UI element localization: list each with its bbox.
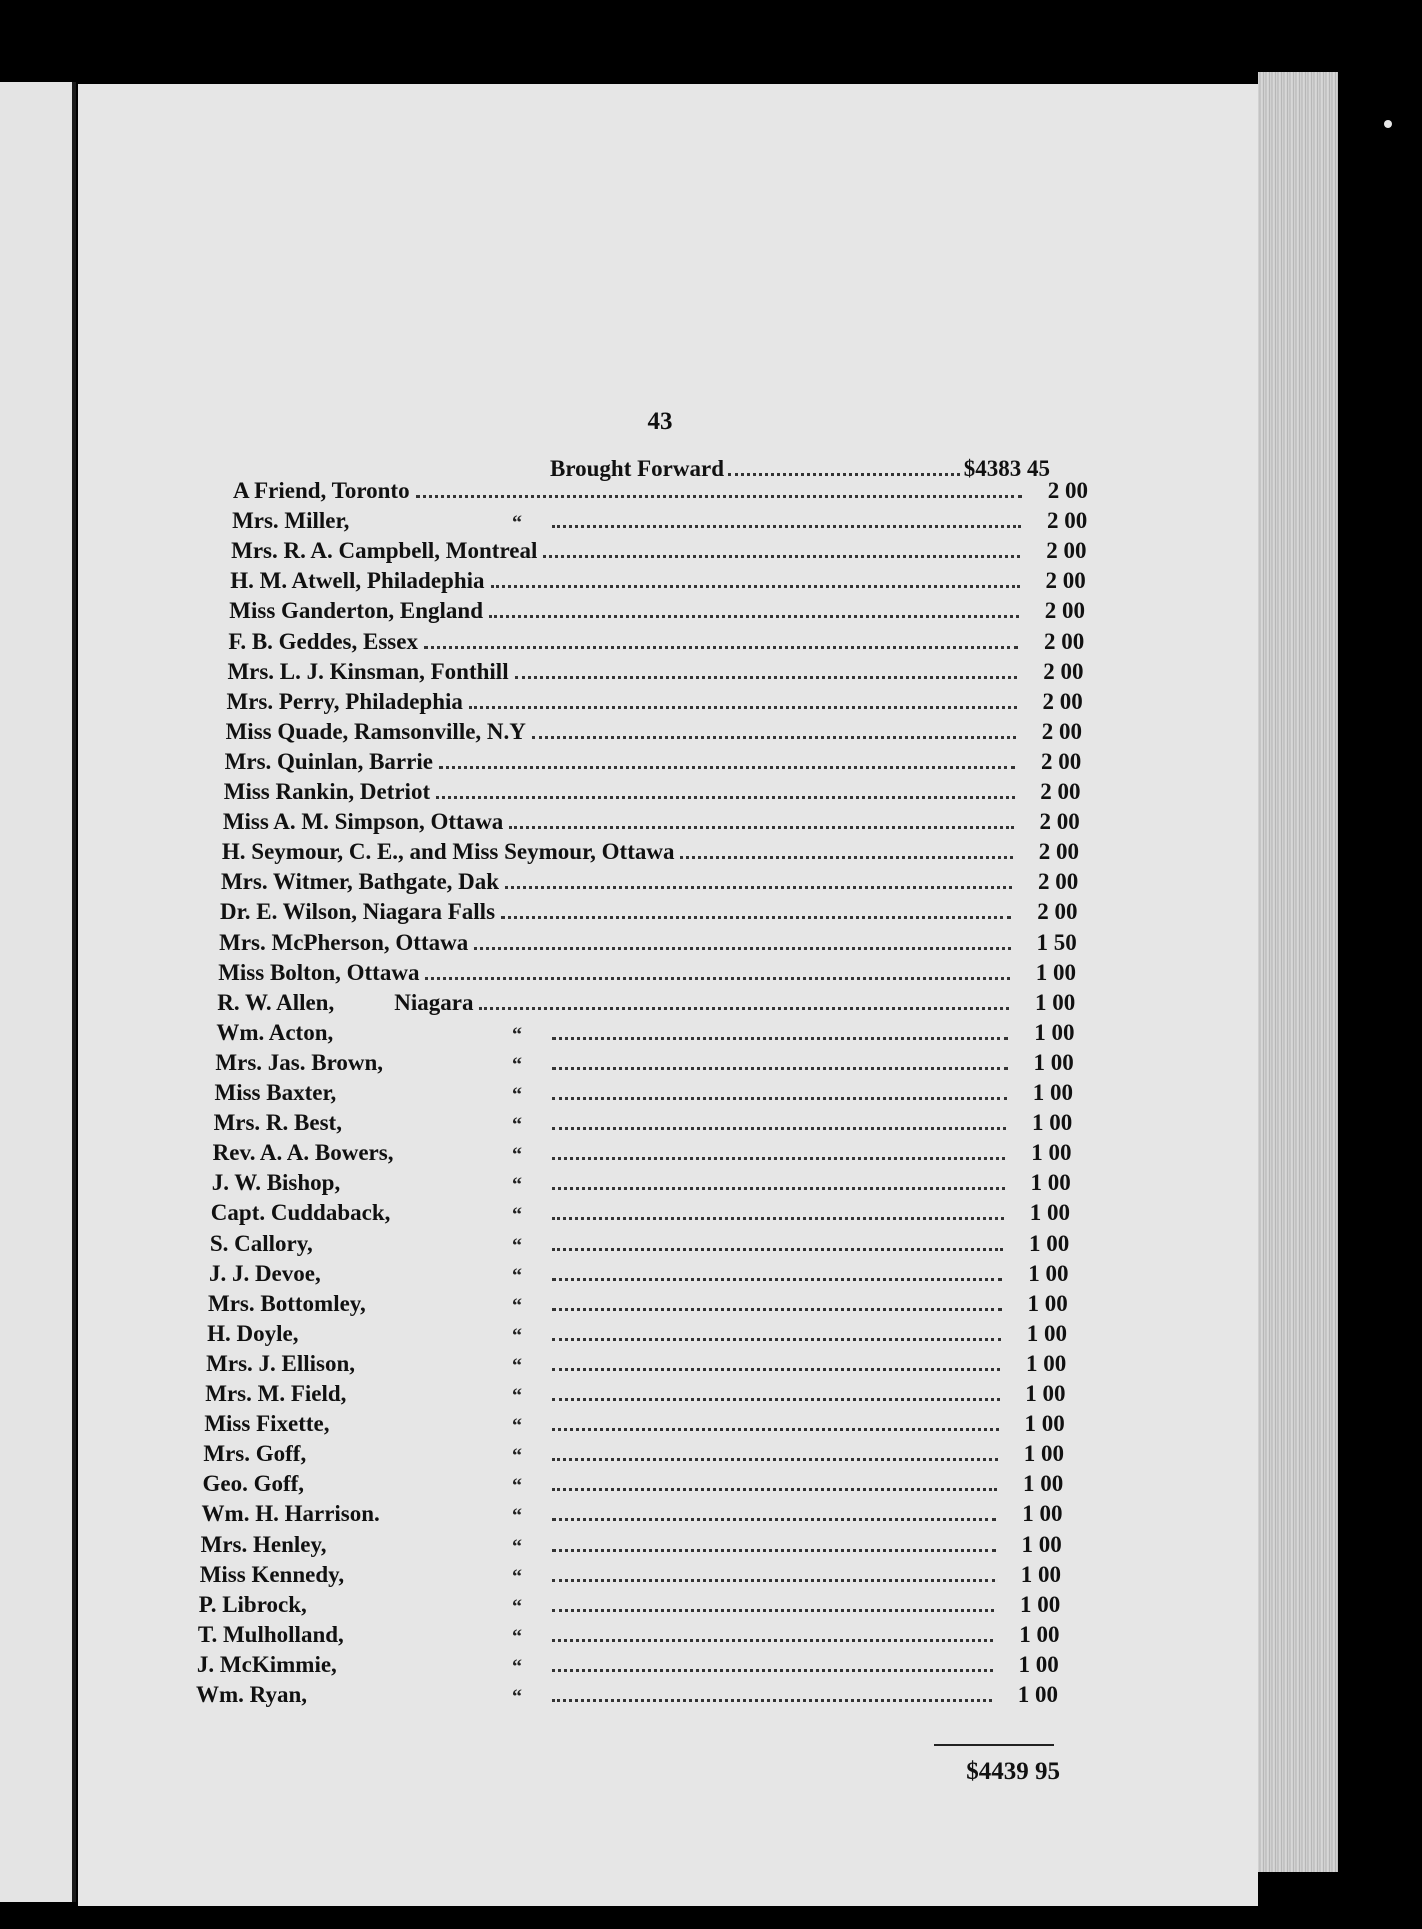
- donation-amount: 2 00: [1040, 748, 1082, 774]
- donation-amount: 2 00: [1047, 478, 1088, 503]
- donor-name: Geo. Goff,: [202, 1471, 305, 1497]
- list-item: [232, 508, 1087, 538]
- list-item: [216, 1020, 1074, 1050]
- ditto-mark: “: [511, 1655, 522, 1678]
- donor-name: Capt. Cuddaback,: [210, 1200, 391, 1226]
- donor-name: Miss Baxter,: [214, 1080, 337, 1105]
- donation-amount: 2 00: [1044, 598, 1085, 624]
- list-item: [199, 1592, 1060, 1622]
- donation-amount: 2 00: [1044, 628, 1085, 654]
- donation-amount: 1 00: [1017, 1682, 1058, 1707]
- donation-amount: 2 00: [1039, 809, 1080, 835]
- dot-leader: [436, 796, 1014, 799]
- dot-leader: [552, 1669, 993, 1672]
- donation-amount: 1 50: [1036, 929, 1077, 955]
- list-item: [214, 1110, 1073, 1140]
- donor-name: Mrs. McPherson, Ottawa: [219, 929, 469, 955]
- ditto-mark: “: [512, 1084, 522, 1106]
- donor-name: S. Callory,: [209, 1230, 313, 1256]
- ditto-mark: “: [511, 1144, 522, 1167]
- ditto-mark: “: [511, 1174, 522, 1197]
- donor-name: Wm. Ryan,: [196, 1682, 308, 1707]
- list-item: [215, 1080, 1074, 1110]
- list-item: [197, 1652, 1059, 1682]
- dot-leader: [552, 1398, 1000, 1401]
- list-item: [200, 1562, 1061, 1592]
- list-item: [220, 899, 1077, 929]
- ditto-mark: “: [511, 1324, 522, 1347]
- donor-name: Mrs. Bottomley,: [208, 1290, 366, 1316]
- ditto-mark: “: [511, 1204, 522, 1227]
- total-rule: [934, 1744, 1054, 1746]
- list-item: [218, 960, 1076, 990]
- dot-leader: [416, 495, 1022, 498]
- ditto-mark: “: [511, 1053, 522, 1076]
- donor-name: Mrs. Perry, Philadephia: [226, 688, 463, 714]
- list-item: [212, 1170, 1071, 1200]
- donor-name: Mrs. J. Ellison,: [206, 1350, 356, 1376]
- donor-name: T. Mulholland,: [197, 1621, 344, 1647]
- donation-amount: 2 00: [1041, 718, 1082, 744]
- donation-amount: 1 00: [1032, 1080, 1073, 1105]
- donation-amount: 2 00: [1045, 568, 1086, 594]
- dot-leader: [509, 826, 1013, 829]
- ditto-mark: “: [511, 1023, 522, 1046]
- dot-leader: [532, 736, 1016, 739]
- list-item: [210, 1231, 1069, 1261]
- donor-name: H. M. Atwell, Philadephia: [230, 568, 485, 594]
- ditto-mark: “: [511, 1415, 522, 1438]
- list-item: [224, 779, 1081, 809]
- list-item: [202, 1471, 1063, 1501]
- donor-name: Mrs. L. J. Kinsman, Fonthill: [227, 658, 509, 684]
- donation-amount: 2 00: [1038, 839, 1079, 865]
- list-item: [198, 1622, 1060, 1652]
- list-item: [202, 1501, 1063, 1531]
- dot-leader: [552, 1609, 994, 1612]
- grand-total: $4439 95: [966, 1758, 1060, 1785]
- donor-name: H. Seymour, C. E., and Miss Seymour, Ottawa: [221, 839, 675, 865]
- dot-leader: [489, 615, 1019, 618]
- dot-leader: [425, 977, 1010, 980]
- donation-amount: 1 00: [1021, 1531, 1062, 1557]
- dot-leader: [552, 1639, 994, 1642]
- list-item: [233, 478, 1088, 508]
- ditto-mark: “: [511, 1114, 522, 1137]
- dot-leader: [439, 766, 1015, 769]
- ditto-mark: “: [511, 1294, 522, 1317]
- dot-leader: [552, 1549, 996, 1552]
- donation-amount: 1 00: [1023, 1441, 1064, 1467]
- donor-name: Rev. A. A. Bowers,: [212, 1140, 394, 1166]
- ditto-mark: “: [512, 1686, 522, 1708]
- donation-amount: 1 00: [1019, 1591, 1061, 1617]
- donor-name: Mrs. Jas. Brown,: [215, 1049, 384, 1075]
- donation-amount: 1 00: [1018, 1651, 1059, 1677]
- donor-place: Niagara: [394, 989, 474, 1015]
- dot-leader: [552, 1278, 1003, 1281]
- list-item: [201, 1532, 1062, 1562]
- donor-name: J. W. Bishop,: [211, 1170, 341, 1196]
- dot-leader: [505, 886, 1012, 889]
- donation-amount: 1 00: [1022, 1471, 1064, 1497]
- donation-amount: 1 00: [1034, 1019, 1075, 1045]
- donor-name: Wm. H. Harrison.: [201, 1501, 380, 1527]
- list-item: [207, 1321, 1067, 1351]
- donor-name: F. B. Geddes, Essex: [228, 628, 418, 654]
- list-item: [206, 1351, 1066, 1381]
- list-item: [196, 1682, 1058, 1712]
- dot-leader: [552, 1458, 998, 1461]
- dot-leader: [552, 1518, 997, 1521]
- dot-leader: [491, 585, 1020, 588]
- donation-amount: 1 00: [1030, 1170, 1071, 1196]
- dot-leader: [552, 1248, 1003, 1251]
- donation-amount: 2 00: [1037, 899, 1078, 925]
- donor-name: H. Doyle,: [207, 1320, 299, 1346]
- dot-leader: [424, 646, 1018, 649]
- ditto-mark: “: [511, 1354, 522, 1377]
- donor-name: R. W. Allen,: [217, 989, 335, 1015]
- list-item: [215, 1050, 1073, 1080]
- donor-name: Miss Kennedy,: [199, 1561, 345, 1587]
- dot-leader: [479, 1007, 1009, 1010]
- donor-name: Mrs. Henley,: [200, 1531, 327, 1557]
- donor-name: Miss Ganderton, England: [229, 598, 483, 624]
- list-item: [211, 1200, 1070, 1230]
- list-item: [223, 809, 1080, 839]
- donation-amount: 2 00: [1040, 779, 1081, 804]
- donor-name: Mrs. Miller,: [232, 508, 350, 534]
- donor-name: J. McKimmie,: [196, 1651, 337, 1677]
- dot-leader: [552, 1488, 997, 1491]
- donor-name: Wm. Acton,: [216, 1019, 334, 1045]
- list-item: [227, 689, 1083, 719]
- page-number: 43: [647, 408, 673, 435]
- donation-amount: 2 00: [1043, 658, 1084, 684]
- donor-name: Mrs. Quinlan, Barrie: [224, 748, 433, 774]
- dot-leader: [552, 1067, 1008, 1070]
- donor-name: Mrs. Goff,: [203, 1441, 307, 1467]
- dot-leader: [552, 1428, 999, 1431]
- donation-amount: 1 00: [1031, 1140, 1072, 1166]
- donor-name: Miss Fixette,: [204, 1411, 330, 1437]
- ditto-mark: “: [511, 512, 522, 535]
- ditto-mark: “: [511, 1565, 522, 1588]
- ditto-mark: “: [511, 1264, 522, 1287]
- ditto-mark: “: [511, 1595, 522, 1618]
- list-item: [213, 1140, 1072, 1170]
- list-item: [222, 839, 1079, 869]
- list-item: [221, 869, 1078, 899]
- dot-leader: [552, 525, 1021, 528]
- ditto-mark: “: [512, 1385, 522, 1407]
- donor-name: Miss Bolton, Ottawa: [218, 959, 420, 985]
- donation-amount: 1 00: [1029, 1200, 1070, 1226]
- list-item: [230, 568, 1086, 598]
- list-item: [226, 719, 1082, 749]
- donor-name: Mrs. Witmer, Bathgate, Dak: [220, 869, 500, 895]
- list-item: [219, 930, 1077, 960]
- dot-leader: [552, 1579, 995, 1582]
- dot-leader: [552, 1157, 1006, 1160]
- donation-amount: 1 00: [1035, 959, 1076, 985]
- donation-amount: 1 00: [1031, 1110, 1073, 1136]
- dot-leader: [474, 947, 1011, 950]
- list-item: [204, 1411, 1064, 1441]
- donor-name: Mrs. R. A. Campbell, Montreal: [231, 538, 538, 564]
- donation-amount: 1 00: [1022, 1501, 1063, 1527]
- donation-amount: 1 00: [1028, 1260, 1069, 1286]
- donation-amount: 1 00: [1033, 1049, 1074, 1075]
- list-item: [209, 1261, 1069, 1291]
- dot-leader: [552, 1308, 1002, 1311]
- donor-name: Miss Quade, Ramsonville, N.Y: [225, 718, 526, 744]
- brought-forward-label: Brought Forward: [550, 456, 724, 481]
- dot-leader: [469, 706, 1017, 709]
- dot-leader: [552, 1368, 1000, 1371]
- donation-amount: 2 00: [1037, 869, 1079, 895]
- dot-leader: [501, 916, 1011, 919]
- donor-name: Dr. E. Wilson, Niagara Falls: [220, 899, 496, 925]
- dot-leader: [543, 555, 1020, 558]
- list-item: [208, 1291, 1068, 1321]
- donor-name: Mrs. M. Field,: [205, 1381, 347, 1406]
- ditto-mark: “: [511, 1625, 522, 1648]
- ditto-mark: “: [512, 1234, 522, 1257]
- dot-leader: [552, 1217, 1004, 1220]
- donation-amount: 1 00: [1029, 1230, 1070, 1256]
- list-item: [205, 1381, 1065, 1411]
- donation-amount: 1 00: [1025, 1350, 1067, 1376]
- donor-name: Mrs. R. Best,: [213, 1110, 342, 1136]
- donation-amount: 2 00: [1046, 538, 1087, 564]
- dot-leader: [680, 856, 1013, 859]
- donor-name: Miss A. M. Simpson, Ottawa: [222, 809, 504, 835]
- ditto-mark: “: [511, 1445, 522, 1468]
- dot-leader: [552, 1338, 1001, 1341]
- donation-amount: 1 00: [1020, 1561, 1061, 1587]
- donor-name: P. Librock,: [198, 1591, 307, 1617]
- ditto-mark: “: [512, 1535, 522, 1558]
- donation-amount: 1 00: [1025, 1381, 1066, 1406]
- dot-leader: [552, 1127, 1006, 1130]
- list-item: [229, 598, 1085, 628]
- list-item: [228, 629, 1084, 659]
- dot-leader: [552, 1097, 1007, 1100]
- donation-amount: 1 00: [1027, 1290, 1068, 1316]
- donation-amount: 1 00: [1034, 989, 1076, 1015]
- donation-amount: 1 00: [1024, 1411, 1065, 1437]
- ditto-mark: “: [511, 1475, 522, 1498]
- donation-amount: 1 00: [1019, 1621, 1060, 1647]
- brought-forward-amount: $4383 45: [963, 456, 1050, 481]
- dot-leader: [515, 676, 1018, 679]
- dot-leader: [552, 1699, 992, 1702]
- list-item: [227, 659, 1083, 689]
- donation-amount: 2 00: [1046, 508, 1088, 534]
- dot-leader: [552, 1187, 1005, 1190]
- donor-name: A Friend, Toronto: [233, 478, 410, 503]
- list-item: [225, 749, 1082, 779]
- donation-amount: 2 00: [1042, 688, 1083, 714]
- donation-amount: 1 00: [1026, 1320, 1067, 1346]
- donor-name: Miss Rankin, Detriot: [223, 779, 431, 804]
- ditto-mark: “: [511, 1505, 522, 1528]
- dot-leader: [552, 1037, 1009, 1040]
- list-item: [203, 1441, 1064, 1471]
- list-item: [217, 990, 1075, 1020]
- list-item: [231, 538, 1086, 568]
- donor-name: J. J. Devoe,: [208, 1260, 321, 1286]
